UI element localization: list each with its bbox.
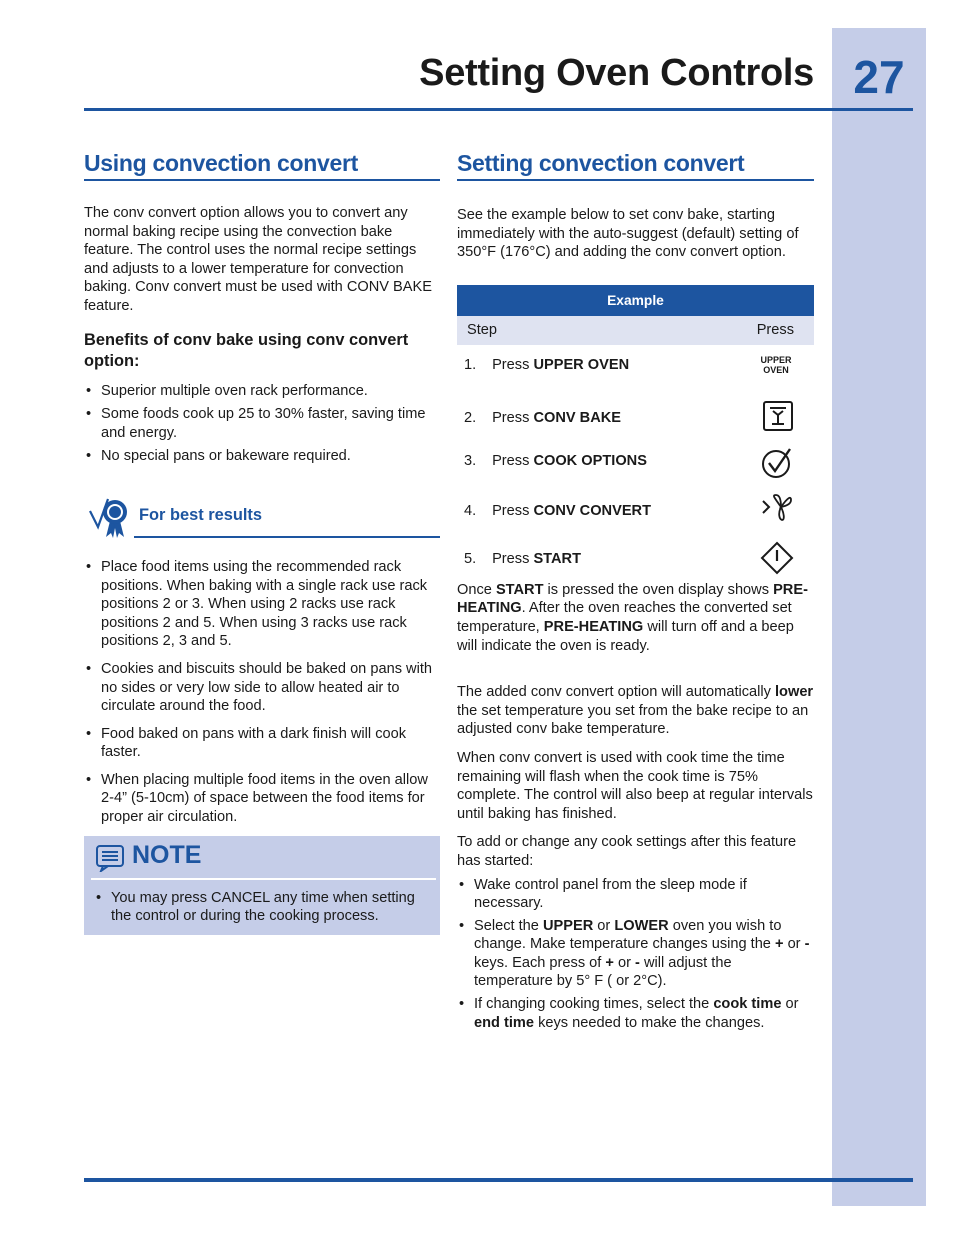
benefits-title: Benefits of conv bake using conv convert option: xyxy=(84,330,409,370)
list-item: • Some foods cook up 25 to 30% faster, saving time and energy. xyxy=(84,405,440,442)
table-row: 2. Press CONV BAKE xyxy=(457,392,814,439)
conv-convert-key-icon xyxy=(760,493,794,523)
conv-bake-key-icon xyxy=(762,400,794,432)
step-key-label: CONV CONVERT xyxy=(533,502,652,519)
best-results-list xyxy=(84,558,440,827)
table-row: 1. Press UPPER OVEN UPPER OVEN xyxy=(457,345,814,392)
start-key-icon xyxy=(760,541,794,575)
example-table xyxy=(457,285,814,581)
header-rule xyxy=(84,108,913,111)
best-results-rule xyxy=(134,536,440,538)
list-item: • Select the UPPER or LOWER oven you wish to change. Make temperature changes using the + or - keys. Each press of + or - will adjust the temperature by 5° F ( or 2°C). xyxy=(457,917,814,991)
list-item: • Food baked on pans with a dark finish will cook faster. xyxy=(84,725,440,762)
right-column xyxy=(457,150,814,1036)
best-results-header xyxy=(84,496,440,538)
upper-oven-key-icon: UPPER OVEN xyxy=(760,354,792,375)
example-table-title: Example xyxy=(457,285,814,316)
cook-time-paragraph: When conv convert is used with cook time the time remaining will flash when the cook time is 75% complete. The control will also beep at regular intervals until baking has finished. xyxy=(457,749,813,822)
change-settings-intro: To add or change any cook settings after this feature has started: xyxy=(457,834,797,869)
change-settings-list xyxy=(457,876,814,1033)
step-key-label: START xyxy=(533,550,581,567)
list-item: • You may press CANCEL any time when setting the control or during the cooking process. xyxy=(94,889,436,926)
setting-convection-convert-heading: Setting convection convert xyxy=(457,150,814,181)
cook-options-key-icon xyxy=(760,446,794,480)
list-item: • When placing multiple food items in the oven allow 2-4” (5-10cm) of space between the food items for proper air circulation. xyxy=(84,771,440,827)
lower-temperature-paragraph: The added conv convert option will automatically lower the set temperature you set from the bake recipe to an adjusted conv bake temperature. xyxy=(457,684,814,738)
step-key-label: COOK OPTIONS xyxy=(533,452,647,469)
step-key-label: CONV BAKE xyxy=(533,409,622,426)
left-column xyxy=(84,150,440,935)
list-item: • Cookies and biscuits should be baked on pans with no sides or very low side to allow heated air to circulate around the food. xyxy=(84,660,440,716)
note-box xyxy=(84,836,440,935)
benefits-list xyxy=(84,382,440,466)
award-ribbon-icon xyxy=(84,491,132,539)
note-title: NOTE xyxy=(132,840,202,869)
table-row: 4. Press CONV CONVERT xyxy=(457,487,814,534)
example-intro: See the example below to set conv bake, starting immediately with the auto-suggest (default) setting of 350°F (176°C) and adding the conv convert option. xyxy=(457,207,799,261)
note-header xyxy=(91,840,436,880)
list-item: • If changing cooking times, select the cook time or end time keys needed to make the changes. xyxy=(457,995,814,1032)
example-table-header xyxy=(457,316,814,345)
page-title: Setting Oven Controls xyxy=(419,52,814,94)
using-convection-convert-heading: Using convection convert xyxy=(84,150,440,181)
after-start-paragraph: Once START is pressed the oven display shows PRE-HEATING. After the oven reaches the converted set temperature, PRE-HEATING will turn off and a beep will indicate the oven is ready. xyxy=(457,581,808,654)
list-item: • No special pans or bakeware required. xyxy=(84,447,440,466)
list-item: • Wake control panel from the sleep mode if necessary. xyxy=(457,876,814,913)
step-column-header: Step xyxy=(467,321,498,338)
best-results-title: For best results xyxy=(139,505,262,524)
table-row: 5. Press START xyxy=(457,534,814,581)
note-icon xyxy=(95,844,125,872)
page-number: 27 xyxy=(853,51,905,103)
press-column-header: Press xyxy=(756,321,794,338)
list-item: • Superior multiple oven rack performance. xyxy=(84,382,440,401)
step-key-label: UPPER OVEN xyxy=(533,356,630,373)
table-row: 3. Press COOK OPTIONS xyxy=(457,439,814,487)
side-tab xyxy=(832,28,926,1206)
intro-paragraph: The conv convert option allows you to convert any normal baking recipe using the convection bake feature. The control uses the normal recipe settings and adjusts to a lower temperature for convection baking. Conv convert must be used with CONV BAKE feature. xyxy=(84,205,432,314)
footer-rule xyxy=(84,1178,913,1182)
list-item: • Place food items using the recommended rack positions. When baking with a single rack use rack positions 2 or 3. When using 2 racks use rack positions 2 and 5. When using 3 racks use rack positions 2, 3 and 5. xyxy=(84,558,440,651)
note-list xyxy=(88,889,436,926)
